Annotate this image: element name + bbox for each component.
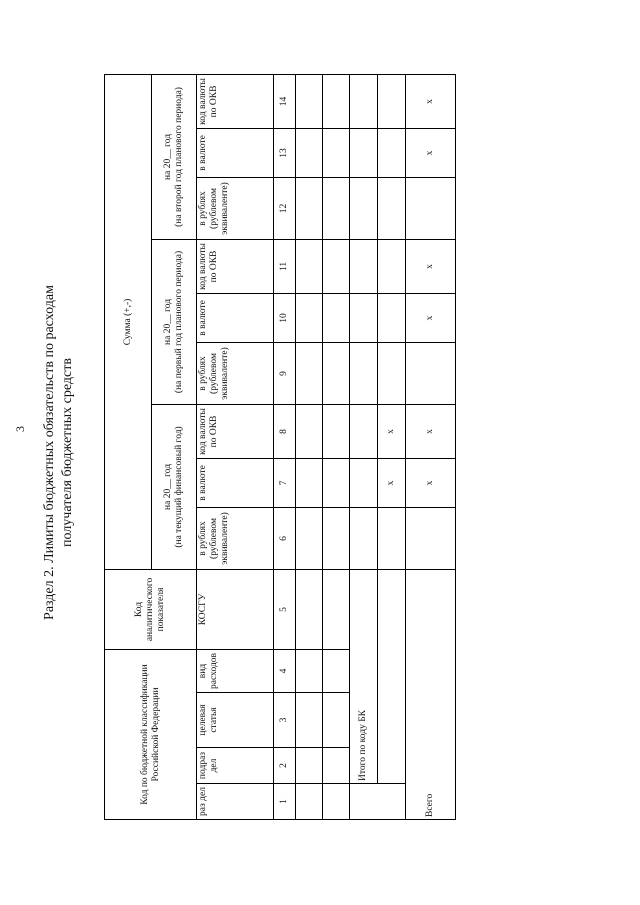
section-title: Раздел 2. Лимиты бюджетных обязательств по расходам [42,285,57,620]
table-cell[interactable] [378,128,406,177]
page-number: 3 [13,426,27,432]
na-mark: х [378,458,406,507]
table-cell[interactable] [378,74,406,128]
header-kosgu: КОСГУ [197,569,274,649]
table-cell[interactable] [350,74,378,128]
table-cell[interactable] [378,239,406,293]
header-row-1 [105,74,152,819]
section-subtitle: получателя бюджетных средств [60,358,75,547]
table-cell[interactable] [323,693,350,748]
table-cell[interactable] [296,693,323,748]
column-number: 3 [274,693,296,748]
year-current-label: на 20__ год [163,463,174,510]
column-number: 1 [274,784,296,820]
table-cell[interactable] [406,177,456,239]
table-cell[interactable] [296,177,323,239]
table-cell[interactable] [350,342,378,404]
header-year-current [152,404,197,569]
table-cell[interactable] [350,239,378,293]
table-cell[interactable] [323,569,350,649]
header-rubles-first: в рублях (рублевом эквиваленте) [197,342,274,404]
column-number: 2 [274,748,296,784]
na-mark: х [406,404,456,458]
table-cell[interactable] [350,293,378,342]
table-cell[interactable] [323,649,350,692]
table-cell[interactable] [296,342,323,404]
header-okv-first: код валюты по ОКВ [197,239,274,293]
table-cell[interactable] [350,458,378,507]
table-cell[interactable] [296,784,323,820]
header-year-first [152,239,197,404]
table-cell[interactable] [350,404,378,458]
subtotal-marks-row [378,74,406,819]
header-okv-current: код валюты по ОКВ [197,404,274,458]
header-expense-type: вид расходов [197,649,274,692]
header-currency-first: в валюте [197,293,274,342]
table-cell[interactable] [323,342,350,404]
table-cell[interactable] [350,128,378,177]
table-cell[interactable] [323,784,350,820]
na-mark: х [378,404,406,458]
header-analytic-code: Код аналитического показателя [105,569,197,649]
table-cell[interactable] [350,177,378,239]
table-cell[interactable] [323,128,350,177]
year-first-note: (на первый год планового периода) [174,250,184,394]
header-okv-second: код валюты по ОКВ [197,74,274,128]
table-cell[interactable] [296,74,323,128]
column-number: 4 [274,649,296,692]
column-number: 6 [274,507,296,569]
table-cell[interactable] [323,293,350,342]
column-number: 13 [274,128,296,177]
budget-limits-table [104,74,456,820]
year-current-note: (на текущий финансовый год) [174,426,184,548]
total-row [406,74,456,819]
total-label: Всего [406,569,456,819]
column-number: 10 [274,293,296,342]
column-number-row [274,74,296,819]
header-podrazdel: подраз дел [197,748,274,784]
column-number: 9 [274,342,296,404]
na-mark: х [406,74,456,128]
header-rubles-second: в рублях (рублевом эквиваленте) [197,177,274,239]
table-cell[interactable] [296,748,323,784]
table-cell[interactable] [350,784,406,820]
table-cell[interactable] [378,177,406,239]
subtotal-row [350,74,378,819]
table-cell[interactable] [296,507,323,569]
header-year-second [152,74,197,239]
column-number: 8 [274,404,296,458]
year-first-label: на 20__ год [163,298,174,345]
table-cell[interactable] [406,342,456,404]
table-cell[interactable] [296,239,323,293]
table-cell[interactable] [323,748,350,784]
header-row-3 [197,74,274,819]
column-number: 5 [274,569,296,649]
header-razdel: раз дел [197,784,274,820]
na-mark: х [406,239,456,293]
subtotal-label: Итого по коду БК [350,569,378,783]
column-number: 14 [274,74,296,128]
table-cell[interactable] [296,404,323,458]
table-cell[interactable] [323,177,350,239]
column-number: 12 [274,177,296,239]
header-target-article: целевая статья [197,693,274,748]
table-cell[interactable] [378,293,406,342]
header-currency-current: в валюте [197,458,274,507]
table-cell[interactable] [296,649,323,692]
table-cell[interactable] [296,569,323,649]
header-rubles-current: в рублях (рублевом эквиваленте) [197,507,274,569]
column-number: 11 [274,239,296,293]
na-mark: х [406,128,456,177]
table-cell[interactable] [296,128,323,177]
header-sum: Сумма (+,-) [105,74,152,569]
table-row [296,74,323,819]
table-cell[interactable] [378,507,406,569]
column-number: 7 [274,458,296,507]
table-cell[interactable] [323,239,350,293]
header-bk-code: Код по бюджетной классификации Российской Федерации [105,649,197,819]
table-cell[interactable] [378,569,406,783]
na-mark: х [406,458,456,507]
year-second-label: на 20__ год [163,133,174,180]
table-row [323,74,350,819]
table-cell[interactable] [323,404,350,458]
table-cell[interactable] [406,507,456,569]
header-currency-second: в валюте [197,128,274,177]
table-cell[interactable] [296,458,323,507]
table-cell[interactable] [323,74,350,128]
year-second-note: (на второй год планового периода) [174,87,184,227]
table-cell[interactable] [350,507,378,569]
na-mark: х [406,293,456,342]
table-cell[interactable] [378,342,406,404]
table-cell[interactable] [323,507,350,569]
table-cell[interactable] [323,458,350,507]
table-cell[interactable] [296,293,323,342]
